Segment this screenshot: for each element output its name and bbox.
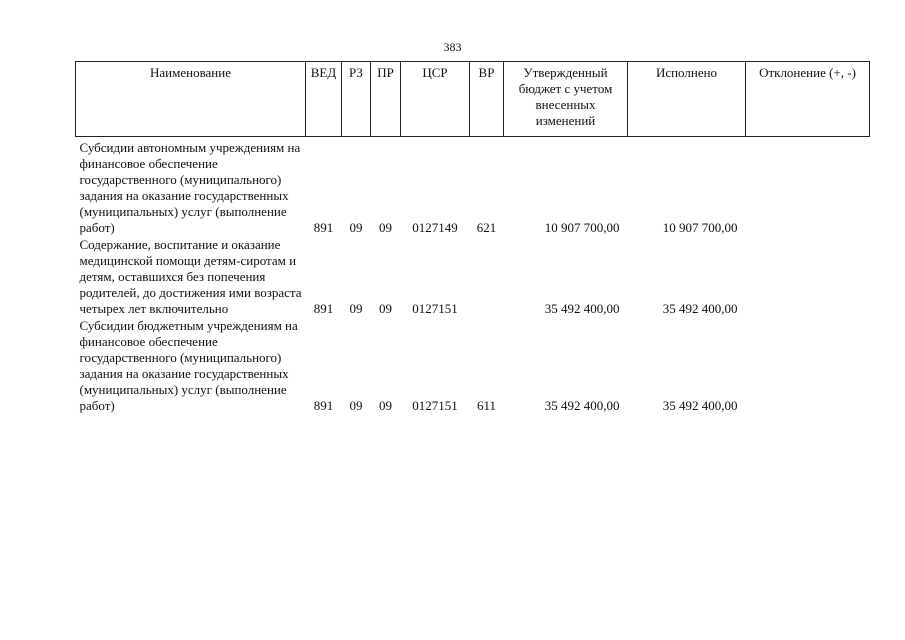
- row-vr: 611: [476, 398, 497, 413]
- row-vr: [470, 236, 504, 317]
- row-ved: 891: [313, 301, 334, 316]
- header-rz: РЗ: [342, 62, 371, 137]
- row-csr: 0127149: [412, 220, 458, 235]
- row-executed: 35 492 400,00: [662, 398, 738, 413]
- row-pr: 09: [379, 220, 392, 235]
- row-approved: 35 492 400,00: [544, 398, 620, 413]
- table-row: [76, 236, 870, 317]
- row-deviation: [746, 317, 870, 414]
- table-header: [76, 62, 870, 137]
- table-row: [76, 137, 870, 237]
- row-name: Содержание, воспитание и оказание медицинской помощи детям-сиротам и детям, оставшихся без попечения родителей, до достижения ими возраста четырех лет включительно: [79, 237, 302, 316]
- header-csr: ЦСР: [401, 62, 470, 137]
- header-name: Наименование: [76, 62, 306, 137]
- row-pr: 09: [379, 301, 392, 316]
- row-ved: 891: [313, 220, 334, 235]
- table-row: [76, 317, 870, 414]
- row-executed: 10 907 700,00: [662, 220, 738, 235]
- row-csr: 0127151: [412, 301, 458, 316]
- row-vr: 621: [476, 220, 497, 235]
- header-vr: ВР: [470, 62, 504, 137]
- row-rz: 09: [349, 301, 363, 316]
- page-number: 383: [443, 40, 462, 54]
- row-name: Субсидии автономным учреждениям на финансовое обеспечение государственного (муниципального) задания на оказание государственных (муниципальных) услуг (выполнение работ): [79, 140, 301, 235]
- header-approved: Утвержденный бюджет с учетом внесенных изменений: [504, 62, 628, 137]
- row-approved: 35 492 400,00: [544, 301, 620, 316]
- row-name: Субсидии бюджетным учреждениям на финансовое обеспечение государственного (муниципального) задания на оказание государственных (муниципальных) услуг (выполнение работ): [79, 318, 298, 413]
- row-deviation: [746, 236, 870, 317]
- row-rz: 09: [349, 398, 363, 413]
- header-deviation: Отклонение (+, -): [746, 62, 870, 137]
- table-body: [76, 137, 870, 415]
- row-csr: 0127151: [412, 398, 458, 413]
- header-executed: Исполнено: [628, 62, 746, 137]
- budget-table: [75, 61, 870, 414]
- row-approved: 10 907 700,00: [544, 220, 620, 235]
- header-pr: ПР: [371, 62, 401, 137]
- row-rz: 09: [349, 220, 363, 235]
- row-pr: 09: [379, 398, 392, 413]
- row-executed: 35 492 400,00: [662, 301, 738, 316]
- row-deviation: [746, 137, 870, 237]
- header-ved: ВЕД: [306, 62, 342, 137]
- row-ved: 891: [313, 398, 334, 413]
